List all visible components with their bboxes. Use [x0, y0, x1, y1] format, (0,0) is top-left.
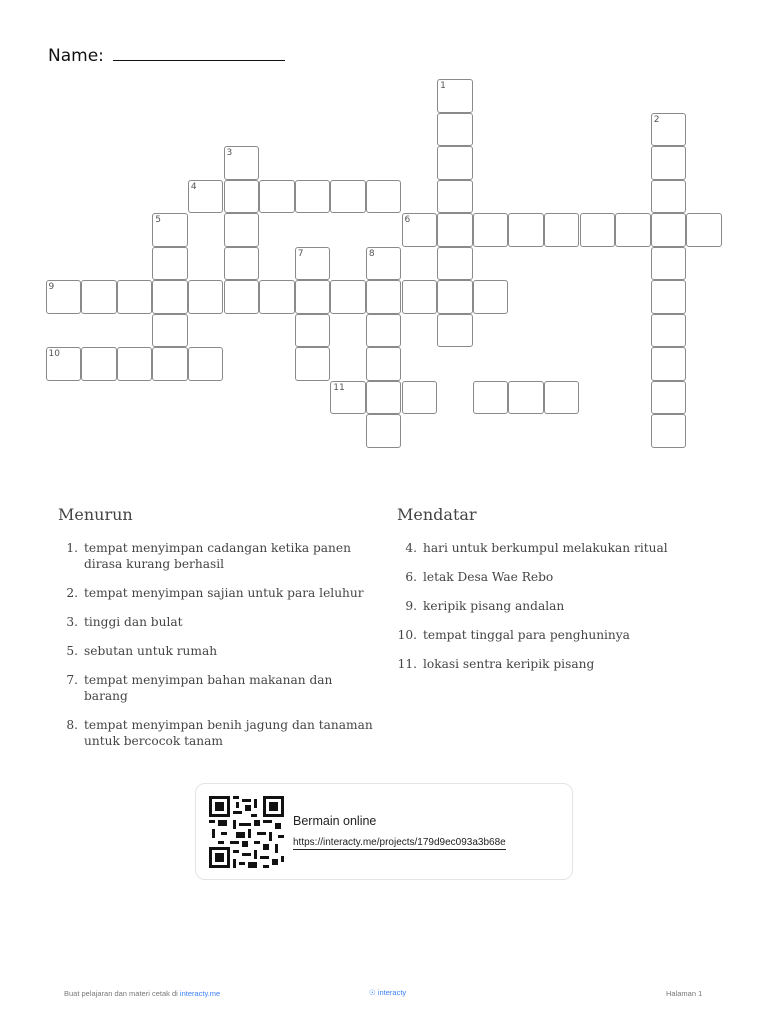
clue-across-item: 10. tempat tinggal para penghuninya	[397, 628, 630, 642]
crossword-cell[interactable]	[544, 213, 580, 247]
crossword-cell[interactable]	[473, 280, 509, 314]
crossword-cell[interactable]	[224, 180, 260, 214]
crossword-cell[interactable]	[295, 280, 331, 314]
footer-left-link[interactable]: interacty.me	[179, 989, 221, 998]
crossword-grid	[0, 0, 768, 470]
crossword-cell[interactable]	[651, 180, 687, 214]
crossword-cell[interactable]	[224, 280, 260, 314]
crossword-cell[interactable]	[508, 381, 544, 415]
clue-number: 6	[404, 215, 411, 225]
clue-down-item: 1. tempat menyimpan cadangan ketika panen dirasa kurang berhasil	[66, 541, 351, 571]
clues-down	[58, 505, 378, 762]
logo-icon: ☉	[369, 988, 376, 997]
clue-number: 5	[155, 215, 162, 225]
crossword-cell[interactable]	[651, 247, 687, 281]
crossword-cell[interactable]	[544, 381, 580, 415]
crossword-cell[interactable]	[651, 414, 687, 448]
crossword-cell[interactable]	[117, 280, 153, 314]
name-label: Name:	[48, 46, 104, 66]
clue-across-item: 4. hari untuk berkumpul melakukan ritual	[405, 541, 668, 555]
crossword-cell[interactable]	[366, 414, 402, 448]
crossword-cell[interactable]	[437, 314, 473, 348]
crossword-cell[interactable]	[437, 213, 473, 247]
clue-number: 9	[48, 282, 55, 292]
crossword-cell[interactable]	[366, 180, 402, 214]
crossword-cell[interactable]	[437, 280, 473, 314]
footer-page-number: Halaman 1	[666, 989, 703, 998]
crossword-cell[interactable]	[366, 347, 402, 381]
play-online-title: Bermain online	[293, 814, 377, 828]
clue-down-item: 3. tinggi dan bulat	[66, 615, 183, 629]
crossword-cell[interactable]	[366, 280, 402, 314]
crossword-cell[interactable]	[295, 314, 331, 348]
crossword-cell[interactable]	[259, 180, 295, 214]
footer-left-text: Buat pelajaran dan materi cetak di	[64, 989, 178, 998]
crossword-cell[interactable]	[651, 213, 687, 247]
footer-logo[interactable]	[369, 988, 406, 997]
crossword-cell[interactable]	[117, 347, 153, 381]
clue-across-item: 9. keripik pisang andalan	[405, 599, 565, 613]
clue-down-item: 2. tempat menyimpan sajian untuk para leluhur	[66, 586, 364, 600]
crossword-cell[interactable]	[437, 247, 473, 281]
crossword-cell[interactable]	[188, 347, 224, 381]
clue-number: 2	[653, 114, 660, 125]
crossword-cell[interactable]	[330, 280, 366, 314]
crossword-cell[interactable]	[224, 247, 260, 281]
clue-number: 11	[333, 382, 345, 393]
crossword-cell[interactable]	[437, 146, 473, 180]
crossword-cell[interactable]	[651, 146, 687, 180]
crossword-cell[interactable]	[152, 347, 188, 381]
clue-number: 1	[440, 81, 446, 91]
crossword-cell[interactable]	[295, 180, 331, 214]
footer-left	[64, 989, 220, 998]
play-online-card	[195, 783, 573, 880]
crossword-cell[interactable]	[651, 347, 687, 381]
crossword-cell[interactable]	[224, 213, 260, 247]
clue-number: 4	[190, 181, 197, 192]
clue-down-item: 8. tempat menyimpan benih jagung dan tanaman untuk bercocok tanam	[66, 718, 373, 748]
crossword-cell[interactable]	[81, 280, 117, 314]
footer-logo-text: interacty	[377, 988, 407, 997]
crossword-cell[interactable]	[615, 213, 651, 247]
crossword-cell[interactable]	[152, 247, 188, 281]
crossword-cell[interactable]	[152, 314, 188, 348]
crossword-cell[interactable]	[330, 180, 366, 214]
crossword-cell[interactable]	[366, 381, 402, 415]
crossword-cell[interactable]	[295, 347, 331, 381]
crossword-cell[interactable]	[580, 213, 616, 247]
crossword-cell[interactable]	[188, 280, 224, 314]
clue-down-item: 5. sebutan untuk rumah	[66, 644, 218, 658]
crossword-cell[interactable]	[651, 314, 687, 348]
crossword-cell[interactable]	[473, 213, 509, 247]
crossword-cell[interactable]	[366, 314, 402, 348]
crossword-cell[interactable]	[402, 280, 438, 314]
crossword-cell[interactable]	[473, 381, 509, 415]
crossword-cell[interactable]	[81, 347, 117, 381]
clue-number: 10	[48, 349, 60, 359]
crossword-cell[interactable]	[651, 280, 687, 314]
crossword-cell[interactable]	[437, 180, 473, 214]
clues-down-title: Menurun	[58, 505, 133, 524]
play-online-link[interactable]: https://interacty.me/projects/179d9ec093a3b68e	[293, 837, 506, 848]
crossword-cell[interactable]	[437, 113, 473, 147]
clue-down-item: 7. tempat menyimpan bahan makanan dan barang	[66, 673, 333, 703]
clues-across	[397, 505, 717, 685]
clue-number: 3	[226, 148, 233, 158]
crossword-cell[interactable]	[508, 213, 544, 247]
crossword-cell[interactable]	[402, 381, 438, 415]
clue-across-item: 6. letak Desa Wae Rebo	[405, 570, 554, 584]
crossword-cell[interactable]	[651, 381, 687, 415]
qr-code-icon	[209, 796, 284, 868]
clue-number: 7	[297, 248, 304, 259]
crossword-cell[interactable]	[686, 213, 722, 247]
clue-across-item: 11. lokasi sentra keripik pisang	[397, 657, 595, 671]
clues-across-title: Mendatar	[397, 505, 477, 524]
crossword-cell[interactable]	[152, 280, 188, 314]
crossword-cell[interactable]	[259, 280, 295, 314]
clue-number: 8	[368, 248, 375, 259]
